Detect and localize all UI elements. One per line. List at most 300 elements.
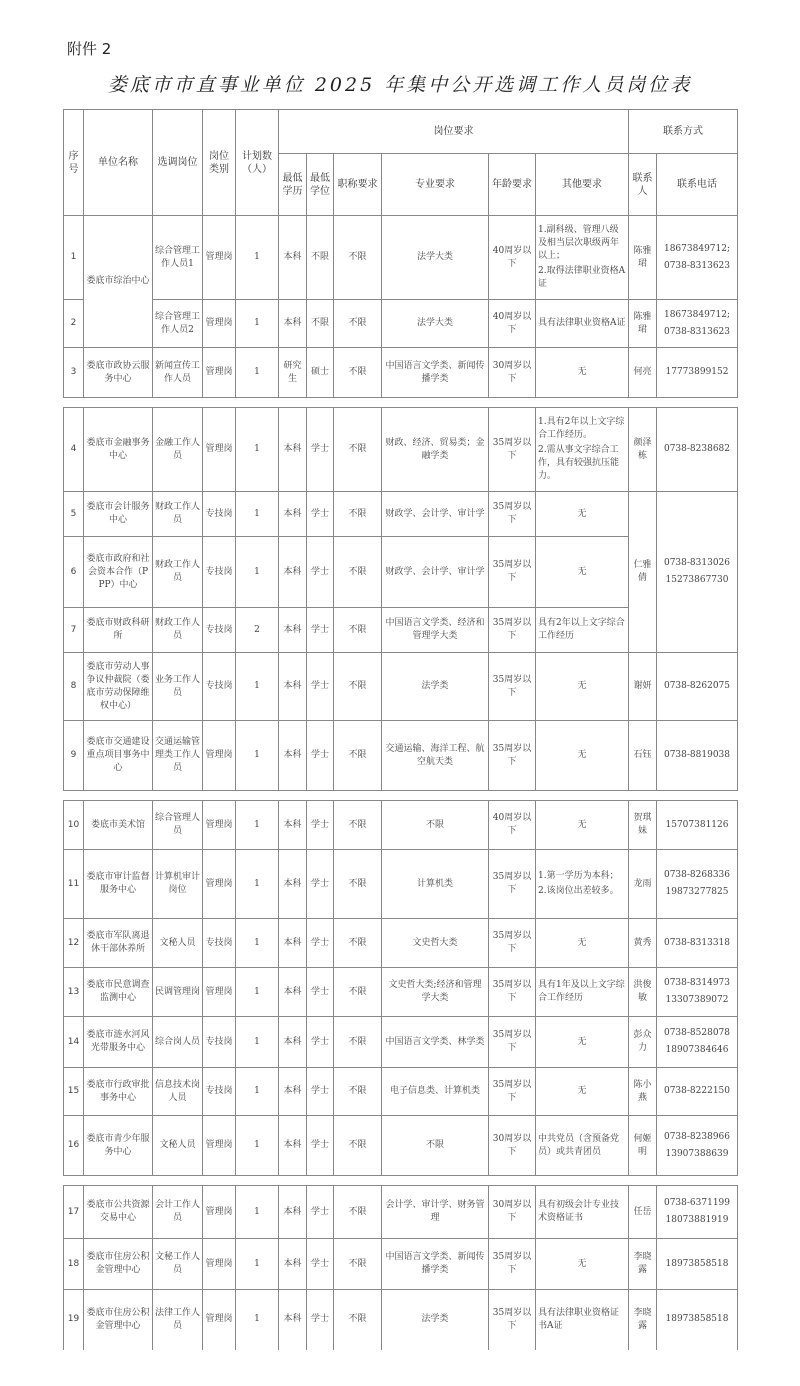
header-position: 选调岗位	[153, 110, 203, 216]
row-title-req: 不限	[334, 216, 382, 300]
row-title-req: 不限	[334, 1017, 382, 1068]
row-age: 35周岁以下	[489, 1239, 536, 1290]
row-phone	[657, 968, 738, 1017]
row-contact-person: 谢妍	[629, 653, 657, 721]
row-phone	[657, 408, 738, 492]
other-req-line: 无	[577, 681, 587, 691]
row-min-edu: 本科	[279, 1017, 307, 1068]
row-unit-name: 娄底市财政科研所	[84, 608, 153, 653]
row-age: 35周岁以下	[489, 1017, 536, 1068]
other-req-line: 无	[577, 1086, 587, 1096]
phone-number: 18907384646	[665, 1045, 729, 1055]
row-min-edu: 本科	[279, 850, 307, 919]
row-unit-name: 娄底市政府和社会资本合作（PPP）中心	[84, 537, 153, 608]
row-seq: 9	[64, 721, 84, 791]
other-req-line: 1.第一学历为本科；	[538, 871, 619, 881]
phone-number: 18673849712;	[663, 309, 731, 320]
row-category: 管理岗	[203, 216, 236, 300]
row-position: 金融工作人员	[153, 408, 203, 492]
other-req-line: 无	[577, 508, 587, 519]
row-category: 管理岗	[203, 721, 236, 791]
row-plan-count: 1	[236, 850, 279, 919]
phone-number: 17773899152	[665, 367, 729, 377]
row-major: 文史哲大类;经济和管理学大类	[382, 968, 489, 1017]
table-row	[64, 492, 738, 537]
row-category: 专技岗	[203, 608, 236, 653]
row-min-edu: 本科	[279, 408, 307, 492]
row-position: 民调管理岗	[153, 968, 203, 1017]
row-min-degree: 硕士	[307, 348, 334, 398]
row-position: 文秘工作人员	[153, 1239, 203, 1290]
row-age: 35周岁以下	[489, 537, 536, 608]
row-phone	[657, 653, 738, 721]
row-min-degree: 不限	[307, 300, 334, 348]
row-seq: 5	[64, 492, 84, 537]
row-title-req: 不限	[334, 537, 382, 608]
row-category: 管理岗	[203, 1290, 236, 1350]
row-contact-person: 陈雅珺	[629, 300, 657, 348]
header-unit: 单位名称	[84, 110, 153, 216]
row-title-req: 不限	[334, 492, 382, 537]
row-min-edu: 本科	[279, 492, 307, 537]
header-min-degree: 最低学位	[307, 154, 334, 216]
phone-number: 0738-6371199	[663, 1198, 731, 1208]
row-plan-count: 1	[236, 537, 279, 608]
table-row	[64, 653, 738, 721]
other-req-line: 具有2年以上文字综合工作经历	[538, 618, 625, 641]
phone-number: 18673849712;	[663, 243, 731, 254]
row-age: 40周岁以下	[489, 300, 536, 348]
table-row	[64, 919, 738, 968]
row-min-degree: 学士	[307, 1186, 334, 1239]
other-req-line: 1.副科级、管理八级及相当层次职级两年以上；	[538, 225, 620, 261]
row-other-req	[536, 968, 629, 1017]
row-plan-count: 1	[236, 1290, 279, 1350]
row-unit-name: 娄底市综治中心	[84, 216, 153, 348]
row-major: 法学类	[382, 653, 489, 721]
row-min-degree: 学士	[307, 968, 334, 1017]
row-position: 财政工作人员	[153, 492, 203, 537]
row-min-edu: 研究生	[279, 348, 307, 398]
header-major: 专业要求	[382, 154, 489, 216]
row-min-edu: 本科	[279, 537, 307, 608]
row-category: 管理岗	[203, 1116, 236, 1176]
row-other-req	[536, 1290, 629, 1350]
row-title-req: 不限	[334, 408, 382, 492]
table-row	[64, 968, 738, 1017]
row-unit-name: 娄底市会计服务中心	[84, 492, 153, 537]
phone-number: 18073881919	[665, 1215, 729, 1225]
row-plan-count: 1	[236, 968, 279, 1017]
row-category: 专技岗	[203, 1068, 236, 1116]
row-category: 专技岗	[203, 919, 236, 968]
row-position: 综合管理工作人员1	[153, 216, 203, 300]
row-phone	[657, 1290, 738, 1350]
table-row	[64, 1017, 738, 1068]
row-position: 新闻宣传工作人员	[153, 348, 203, 398]
row-seq: 12	[64, 919, 84, 968]
header-requirements-group: 岗位要求	[279, 110, 629, 154]
row-contact-person: 彭众力	[629, 1017, 657, 1068]
row-min-edu: 本科	[279, 1186, 307, 1239]
row-position: 财政工作人员	[153, 608, 203, 653]
position-table-segment-1	[63, 109, 738, 398]
row-phone	[657, 300, 738, 348]
row-category: 管理岗	[203, 1239, 236, 1290]
row-other-req	[536, 801, 629, 850]
row-min-edu: 本科	[279, 653, 307, 721]
row-position: 法律工作人员	[153, 1290, 203, 1350]
row-plan-count: 1	[236, 348, 279, 398]
row-unit-name: 娄底市民意调查监测中心	[84, 968, 153, 1017]
row-major: 财政学、会计学、审计学	[382, 492, 489, 537]
row-category: 专技岗	[203, 537, 236, 608]
row-position: 会计工作人员	[153, 1186, 203, 1239]
row-major: 法学大类	[382, 300, 489, 348]
other-req-line: 无	[577, 750, 587, 760]
phone-number: 15273867730	[665, 575, 729, 585]
row-min-edu: 本科	[279, 300, 307, 348]
row-plan-count: 1	[236, 216, 279, 300]
row-seq: 8	[64, 653, 84, 721]
row-major: 财政学、会计学、审计学	[382, 537, 489, 608]
row-position: 文秘人员	[153, 919, 203, 968]
row-age: 35周岁以下	[489, 408, 536, 492]
row-position: 综合岗人员	[153, 1017, 203, 1068]
row-unit-name: 娄底市美术馆	[84, 801, 153, 850]
row-other-req	[536, 300, 629, 348]
row-min-edu: 本科	[279, 919, 307, 968]
row-contact-person: 颜泽栋	[629, 408, 657, 492]
header-contact-group: 联系方式	[629, 110, 738, 154]
row-position: 综合管理工作人员2	[153, 300, 203, 348]
table-row	[64, 1239, 738, 1290]
row-plan-count: 1	[236, 1116, 279, 1176]
row-min-degree: 学士	[307, 408, 334, 492]
phone-number: 0738-8238966	[663, 1131, 731, 1142]
row-major: 中国语言文学类、新闻传播学类	[382, 348, 489, 398]
row-other-req	[536, 1239, 629, 1290]
row-min-degree: 学士	[307, 537, 334, 608]
row-plan-count: 1	[236, 1017, 279, 1068]
row-position: 综合管理人员	[153, 801, 203, 850]
row-phone	[657, 1017, 738, 1068]
row-phone	[657, 1186, 738, 1239]
other-req-line: 无	[577, 1258, 587, 1269]
phone-number: 0738-8528078	[663, 1028, 731, 1038]
row-major: 不限	[382, 801, 489, 850]
row-other-req	[536, 721, 629, 791]
header-category: 岗位类别	[203, 110, 236, 216]
row-seq: 16	[64, 1116, 84, 1176]
attachment-label: 附件 2	[67, 40, 112, 58]
row-title-req: 不限	[334, 348, 382, 398]
row-title-req: 不限	[334, 300, 382, 348]
table-row	[64, 216, 738, 300]
other-req-line: 2.该岗位出差较多。	[538, 886, 619, 896]
table-row	[64, 1068, 738, 1116]
row-unit-name: 娄底市金融事务中心	[84, 408, 153, 492]
row-category: 管理岗	[203, 408, 236, 492]
row-contact-person: 仁雅倩	[629, 492, 657, 653]
row-unit-name: 娄底市住房公积金管理中心	[84, 1290, 153, 1350]
table-row	[64, 408, 738, 492]
row-contact-person: 李晓露	[629, 1239, 657, 1290]
row-title-req: 不限	[334, 608, 382, 653]
header-plan: 计划数（人）	[236, 110, 279, 216]
header-age: 年龄要求	[489, 154, 536, 216]
row-min-degree: 学士	[307, 608, 334, 653]
position-table-segment-3	[63, 800, 738, 1176]
row-seq: 7	[64, 608, 84, 653]
row-age: 35周岁以下	[489, 968, 536, 1017]
row-major: 法学大类	[382, 216, 489, 300]
row-min-degree: 不限	[307, 216, 334, 300]
row-contact-person: 洪俊敏	[629, 968, 657, 1017]
row-other-req	[536, 1068, 629, 1116]
row-major: 交通运输、海洋工程、航空航天类	[382, 721, 489, 791]
row-min-edu: 本科	[279, 801, 307, 850]
phone-number: 0738-8313318	[663, 937, 731, 948]
row-other-req	[536, 1017, 629, 1068]
table-row	[64, 1116, 738, 1176]
row-min-edu: 本科	[279, 1239, 307, 1290]
row-seq: 18	[64, 1239, 84, 1290]
row-plan-count: 1	[236, 1068, 279, 1116]
row-category: 管理岗	[203, 801, 236, 850]
phone-number: 0738-8222150	[663, 1086, 731, 1096]
row-min-degree: 学士	[307, 1239, 334, 1290]
row-seq: 1	[64, 216, 84, 300]
row-position: 财政工作人员	[153, 537, 203, 608]
row-category: 管理岗	[203, 348, 236, 398]
other-req-line: 1.具有2年以上文字综合工作经历。	[538, 417, 625, 440]
row-contact-person: 龙雨	[629, 850, 657, 919]
row-min-edu: 本科	[279, 1116, 307, 1176]
row-other-req	[536, 1186, 629, 1239]
position-table-segment-2	[63, 407, 738, 791]
other-req-line: 中共党员（含预备党员）或共青团员	[538, 1133, 620, 1157]
row-contact-person: 贺琪妹	[629, 801, 657, 850]
row-age: 35周岁以下	[489, 608, 536, 653]
row-min-degree: 学士	[307, 492, 334, 537]
row-unit-name: 娄底市青少年服务中心	[84, 1116, 153, 1176]
row-seq: 3	[64, 348, 84, 398]
row-major: 法学类	[382, 1290, 489, 1350]
row-age: 30周岁以下	[489, 348, 536, 398]
position-table-segment-4	[63, 1185, 738, 1350]
row-title-req: 不限	[334, 919, 382, 968]
row-unit-name: 娄底市涟水河风光带服务中心	[84, 1017, 153, 1068]
row-unit-name: 娄底市军队离退休干部休养所	[84, 919, 153, 968]
row-plan-count: 1	[236, 492, 279, 537]
header-min-edu: 最低学历	[279, 154, 307, 216]
row-other-req	[536, 653, 629, 721]
row-seq: 4	[64, 408, 84, 492]
row-unit-name: 娄底市行政审批事务中心	[84, 1068, 153, 1116]
row-category: 管理岗	[203, 1186, 236, 1239]
phone-number: 18973858518	[665, 1314, 729, 1325]
phone-number: 18973858518	[665, 1258, 729, 1269]
row-other-req	[536, 348, 629, 398]
row-min-edu: 本科	[279, 1290, 307, 1350]
row-major: 文史哲大类	[382, 919, 489, 968]
row-major: 财政、经济、贸易类；金融学类	[382, 408, 489, 492]
row-unit-name: 娄底市审计监督服务中心	[84, 850, 153, 919]
row-phone	[657, 919, 738, 968]
row-seq: 19	[64, 1290, 84, 1350]
row-category: 管理岗	[203, 968, 236, 1017]
phone-number: 0738-8819038	[663, 750, 731, 760]
row-title-req: 不限	[334, 1116, 382, 1176]
phone-number: 0738-8268336	[663, 870, 731, 880]
row-age: 35周岁以下	[489, 653, 536, 721]
row-min-edu: 本科	[279, 1068, 307, 1116]
row-title-req: 不限	[334, 653, 382, 721]
table-row	[64, 1290, 738, 1350]
row-other-req	[536, 608, 629, 653]
row-seq: 17	[64, 1186, 84, 1239]
header-title-req: 职称要求	[334, 154, 382, 216]
row-min-degree: 学士	[307, 1116, 334, 1176]
header-contact-person: 联系人	[629, 154, 657, 216]
row-age: 35周岁以下	[489, 492, 536, 537]
table-row	[64, 300, 738, 348]
row-contact-person: 李晓露	[629, 1290, 657, 1350]
table-row	[64, 850, 738, 919]
row-plan-count: 2	[236, 608, 279, 653]
row-unit-name: 娄底市交通建设重点项目事务中心	[84, 721, 153, 791]
row-min-degree: 学士	[307, 1068, 334, 1116]
row-major: 中国语言文学类、经济和管理学大类	[382, 608, 489, 653]
row-plan-count: 1	[236, 1186, 279, 1239]
other-req-line: 无	[577, 566, 587, 577]
header-seq: 序号	[64, 110, 84, 216]
table-row	[64, 801, 738, 850]
row-other-req	[536, 408, 629, 492]
row-major: 不限	[382, 1116, 489, 1176]
row-major: 会计学、审计学、财务管理	[382, 1186, 489, 1239]
row-plan-count: 1	[236, 801, 279, 850]
row-min-degree: 学士	[307, 1017, 334, 1068]
row-other-req	[536, 1116, 629, 1176]
row-age: 40周岁以下	[489, 801, 536, 850]
row-title-req: 不限	[334, 1186, 382, 1239]
row-age: 35周岁以下	[489, 721, 536, 791]
row-title-req: 不限	[334, 801, 382, 850]
other-req-line: 2.取得法律职业资格A证	[538, 266, 626, 289]
row-min-edu: 本科	[279, 216, 307, 300]
row-unit-name: 娄底市劳动人事争议仲裁院（娄底市劳动保障维权中心）	[84, 653, 153, 721]
row-contact-person: 任岳	[629, 1186, 657, 1239]
row-seq: 10	[64, 801, 84, 850]
row-category: 专技岗	[203, 492, 236, 537]
other-req-line: 具有1年及以上文字综合工作经历	[538, 980, 625, 1003]
row-min-edu: 本科	[279, 721, 307, 791]
other-req-line: 具有法律职业资格证书A证	[538, 1307, 620, 1331]
row-age: 35周岁以下	[489, 1068, 536, 1116]
row-contact-person: 陈小燕	[629, 1068, 657, 1116]
row-title-req: 不限	[334, 1239, 382, 1290]
row-age: 40周岁以下	[489, 216, 536, 300]
row-major: 中国语言文学类、林学类	[382, 1017, 489, 1068]
row-min-degree: 学士	[307, 850, 334, 919]
phone-number: 0738-8262075	[663, 681, 731, 691]
row-major: 计算机类	[382, 850, 489, 919]
header-phone: 联系电话	[657, 154, 738, 216]
row-title-req: 不限	[334, 1290, 382, 1350]
other-req-line: 具有法律职业资格A证	[538, 318, 626, 328]
row-other-req	[536, 492, 629, 537]
row-title-req: 不限	[334, 721, 382, 791]
phone-number: 0738-8313623	[663, 260, 731, 271]
table-row	[64, 721, 738, 791]
row-seq: 6	[64, 537, 84, 608]
row-plan-count: 1	[236, 721, 279, 791]
phone-number: 13307389072	[665, 995, 729, 1005]
row-age: 35周岁以下	[489, 850, 536, 919]
row-seq: 2	[64, 300, 84, 348]
table-row	[64, 348, 738, 398]
row-position: 业务工作人员	[153, 653, 203, 721]
row-contact-person: 石钰	[629, 721, 657, 791]
row-seq: 11	[64, 850, 84, 919]
row-age: 30周岁以下	[489, 1116, 536, 1176]
other-req-line: 无	[577, 819, 587, 830]
row-position: 文秘人员	[153, 1116, 203, 1176]
row-phone	[657, 1239, 738, 1290]
row-title-req: 不限	[334, 850, 382, 919]
row-phone	[657, 348, 738, 398]
phone-number: 0738-8313623	[663, 326, 731, 337]
row-unit-name: 娄底市住房公积金管理中心	[84, 1239, 153, 1290]
row-min-edu: 本科	[279, 608, 307, 653]
phone-number: 0738-8238682	[663, 444, 731, 454]
row-category: 管理岗	[203, 850, 236, 919]
row-min-degree: 学士	[307, 801, 334, 850]
row-unit-name: 娄底市政协云服务中心	[84, 348, 153, 398]
row-position: 交通运输管理类工作人员	[153, 721, 203, 791]
row-other-req	[536, 850, 629, 919]
phone-number: 13907388639	[665, 1148, 729, 1159]
row-category: 专技岗	[203, 1017, 236, 1068]
row-contact-person: 陈雅珺	[629, 216, 657, 300]
row-phone	[657, 1116, 738, 1176]
row-major: 电子信息类、计算机类	[382, 1068, 489, 1116]
row-title-req: 不限	[334, 968, 382, 1017]
row-min-degree: 学士	[307, 919, 334, 968]
row-category: 管理岗	[203, 300, 236, 348]
row-other-req	[536, 919, 629, 968]
document-title: 娄底市市直事业单位 2025 年集中公开选调工作人员岗位表	[107, 74, 693, 96]
row-plan-count: 1	[236, 300, 279, 348]
other-req-line: 具有初级会计专业技术资格证书	[538, 1200, 620, 1223]
row-phone	[657, 1068, 738, 1116]
table-row	[64, 1186, 738, 1239]
row-min-degree: 学士	[307, 1290, 334, 1350]
row-age: 35周岁以下	[489, 919, 536, 968]
row-plan-count: 1	[236, 919, 279, 968]
row-min-degree: 学士	[307, 653, 334, 721]
row-title-req: 不限	[334, 1068, 382, 1116]
row-age: 35周岁以下	[489, 1290, 536, 1350]
row-unit-name: 娄底市公共资源交易中心	[84, 1186, 153, 1239]
row-plan-count: 1	[236, 653, 279, 721]
row-contact-person: 何姬明	[629, 1116, 657, 1176]
row-seq: 13	[64, 968, 84, 1017]
other-req-line: 无	[577, 1036, 587, 1047]
phone-number: 0738-8314973	[663, 978, 731, 988]
